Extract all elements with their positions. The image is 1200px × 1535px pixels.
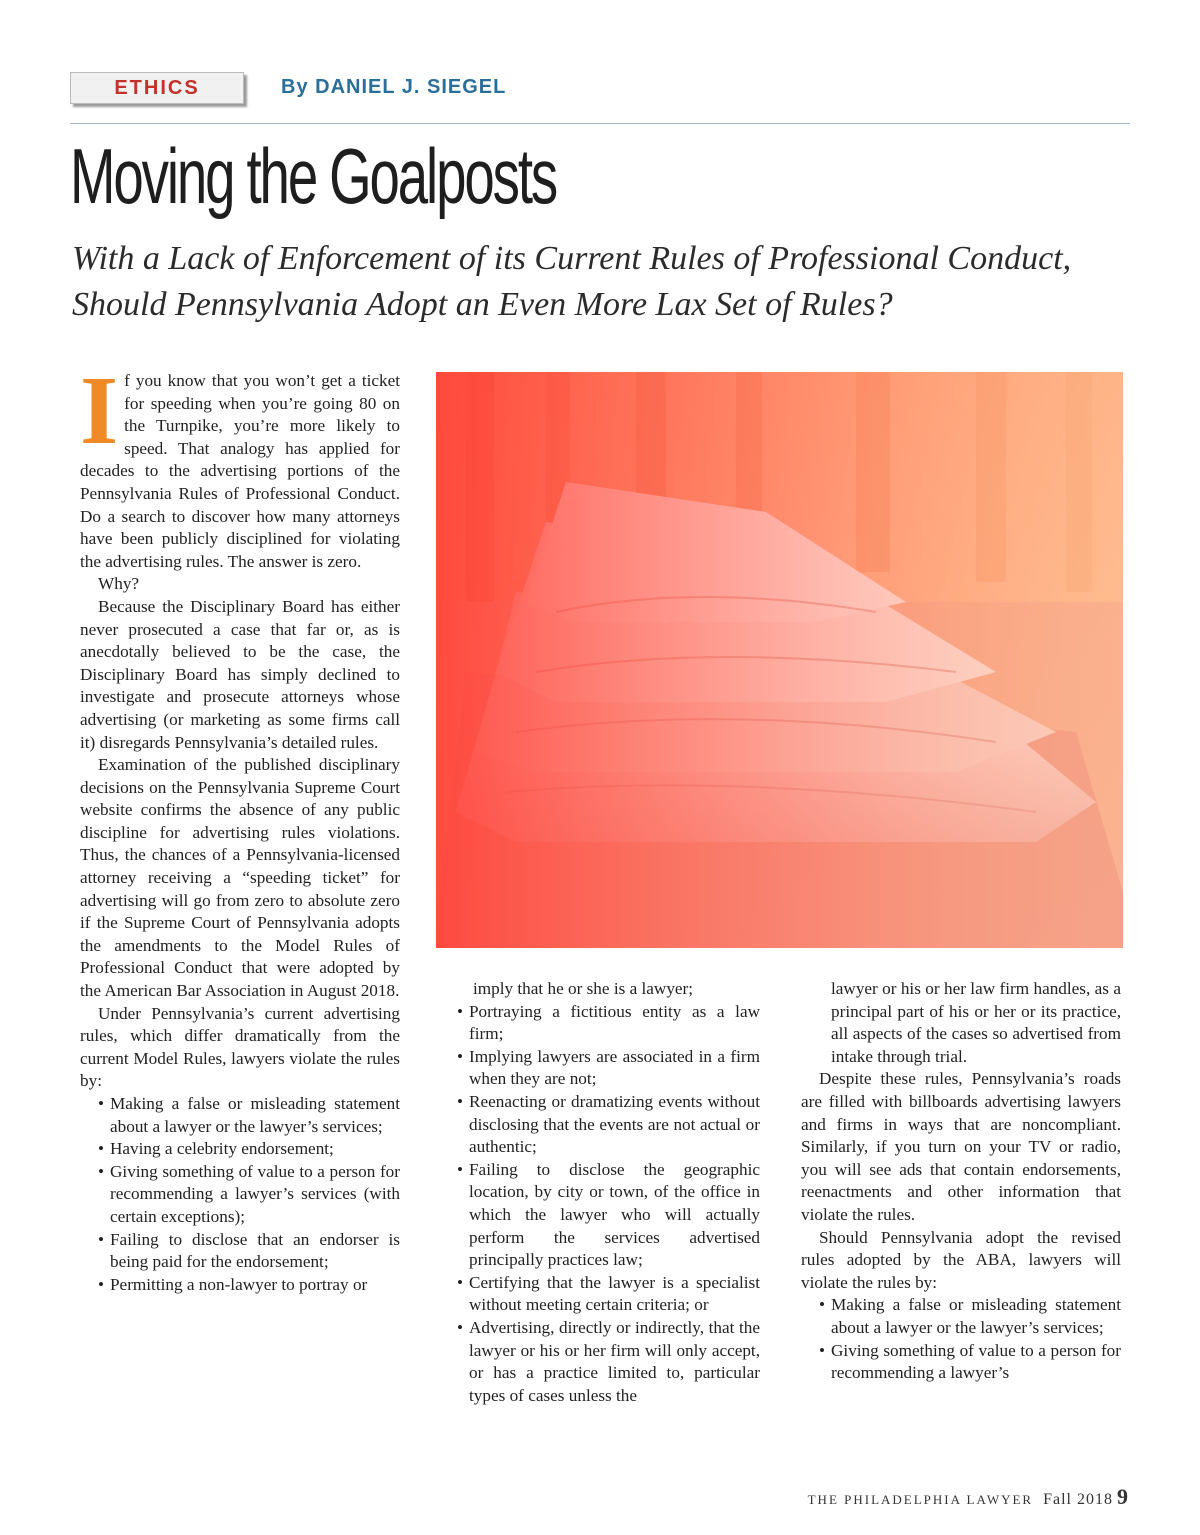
list-item: • Portraying a fictitious entity as a law firm;	[457, 1001, 760, 1046]
bullet-list	[80, 1093, 400, 1296]
list-item: • Advertising, directly or indirectly, that the lawyer or his or her firm will only accept, or has a practice limited to, particular types of cases unless the	[457, 1317, 760, 1407]
list-item: • Failing to disclose that an endorser is being paid for the endorsement;	[80, 1229, 400, 1274]
column-3	[801, 978, 1121, 1385]
list-item: imply that he or she is a lawyer;	[473, 979, 694, 998]
column-1	[80, 357, 400, 1296]
section-tag: ETHICS	[70, 72, 244, 104]
page-number: 9	[1117, 1484, 1128, 1509]
paragraph: Examination of the published disciplinary decisions on the Pennsylvania Supreme Court website confirms the absence of any public discipline for advertising rules violations. Thus, the chances of a Pennsylvania-licensed attorney receiving a “speeding ticket” for advertising will go from zero to absolute zero if the Supreme Court of Pennsylvania adopts the amendments to the Model Rules of Professional Conduct that were adopted by the American Bar Association in August 2018.	[80, 755, 400, 1001]
paragraph: Under Pennsylvania’s current advertising rules, which differ dramatically from the current Model Rules, lawyers violate the rules by:	[80, 1003, 400, 1091]
list-item: • Giving something of value to a person for recommending a lawyer’s services (with certain exceptions);	[80, 1161, 400, 1229]
list-item: • Making a false or misleading statement about a lawyer or the lawyer’s services;	[80, 1093, 400, 1138]
byline: By DANIEL J. SIEGEL	[281, 76, 507, 98]
list-item: • Having a celebrity endorsement;	[80, 1138, 400, 1161]
article-subtitle: With a Lack of Enforcement of its Current Rules of Professional Conduct, Should Pennsylvania Adopt an Even More Lax Set of Rules?	[72, 240, 1072, 323]
page-footer	[808, 1484, 1128, 1510]
paragraph: Because the Disciplinary Board has either never prosecuted a case that far or, as is anecdotally believed to be the case, the Disciplinary Board has simply declined to investigate and prosecute attorneys whose advertising (or marketing as some firms call it) disregards Pennsylvania’s detailed rules.	[80, 596, 400, 752]
list-item: lawyer or his or her law firm handles, as a principal part of his or her or its practice, all aspects of the cases so advertised from intake through trial.	[831, 979, 1121, 1066]
list-item: • Making a false or misleading statement about a lawyer or the lawyer’s services;	[801, 1294, 1121, 1339]
intro-text: f you know that you won’t get a ticket for speeding when you’re going 80 on the Turnpike, you’re more likely to speed. That analogy has applied for decades to the advertising portions of the Pennsylvania Rules of Professional Conduct. Do a search to discover how many attorneys have been publicly disciplined for violating the advertising rules. The answer is zero.	[80, 371, 400, 571]
newspaper-photo	[436, 372, 1123, 948]
bullet-list-continued	[443, 978, 760, 1001]
paragraph: Despite these rules, Pennsylvania’s roads are filled with billboards advertising lawyers and firms in ways that are noncompliant. Similarly, if you turn on your TV or radio, you will see ads that contain endorsements, reenactments and other information that violate the rules.	[801, 1069, 1121, 1224]
list-item: • Permitting a non-lawyer to portray or	[80, 1274, 400, 1297]
paragraph-intro	[80, 357, 400, 573]
paragraph: Should Pennsylvania adopt the revised rules adopted by the ABA, lawyers will violate the rules by:	[801, 1227, 1121, 1292]
list-item: • Failing to disclose the geographic location, by city or town, of the office in which the lawyer who will actually perform the services advertised principally practices law;	[457, 1159, 760, 1272]
newspapers-image	[436, 372, 1123, 948]
list-item: • Giving something of value to a person for recommending a lawyer’s	[801, 1340, 1121, 1385]
header-divider	[70, 123, 1130, 124]
list-item: • Implying lawyers are associated in a firm when they are not;	[457, 1046, 760, 1091]
bullet-list-continued	[801, 978, 1121, 1068]
paragraph: Why?	[98, 574, 140, 594]
issue-date: Fall 2018	[1043, 1491, 1113, 1508]
list-item: • Reenacting or dramatizing events without disclosing that the events are not actual or authentic;	[457, 1091, 760, 1159]
drop-cap: I	[80, 357, 119, 465]
column-2	[443, 978, 760, 1407]
list-item: • Certifying that the lawyer is a specialist without meeting certain criteria; or	[457, 1272, 760, 1317]
article-title: Moving the Goalposts	[70, 132, 557, 220]
publication-name: THE PHILADELPHIA LAWYER	[807, 1492, 1034, 1507]
bullet-list	[457, 1001, 760, 1408]
bullet-list	[801, 1294, 1121, 1384]
